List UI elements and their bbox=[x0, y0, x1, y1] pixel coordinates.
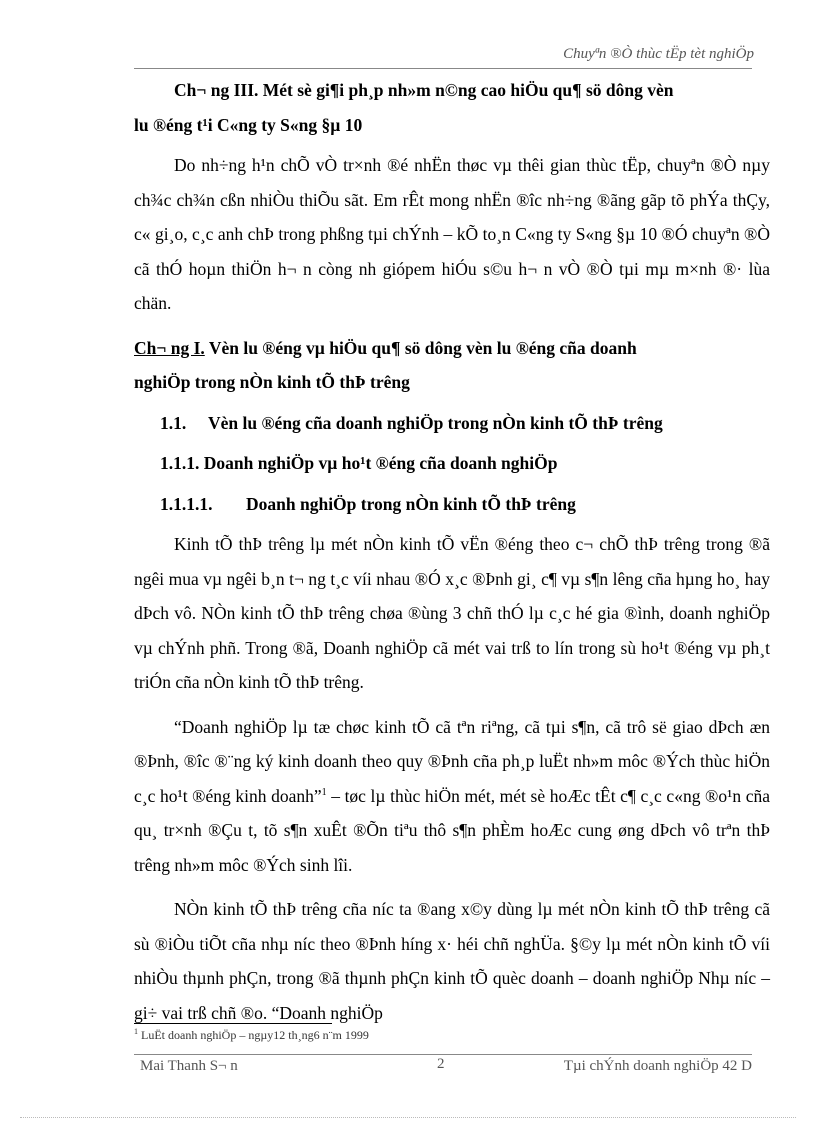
section-1-1-1-number: 1.1.1. bbox=[160, 453, 200, 473]
footer-author: Mai Thanh S¬ n bbox=[140, 1058, 238, 1074]
footnote-mark: 1 bbox=[134, 1027, 138, 1036]
paragraph-enterprise-definition bbox=[134, 710, 770, 883]
header-divider bbox=[134, 68, 752, 69]
section-1-1-number: 1.1. bbox=[160, 412, 187, 433]
intro-paragraph: Do nh÷ng h¹n chÕ vÒ tr×nh ®é nhËn thøc vµ thêi gian thùc tËp, chuyªn ®Ò nµy ch¾c ch¾n cßn nhiÒu thiÕu sãt. Em rÊt mong nhËn ®îc nh÷ng ®ãng gãp tõ phÝa thÇy, c« gi¸o, c¸c anh chÞ trong phßng tµi chÝnh – kÕ to¸n C«ng ty S«ng §µ 10 ®Ó chuyªn ®Ò cã thÓ hoµn thiÖn h¬ n còng nh giópem hiÓu s©u h¬ n vÒ ®Ò tµi mµ m×nh ®· lùa chän. bbox=[134, 155, 770, 313]
footer-divider bbox=[134, 1054, 752, 1055]
chapter-3-title-line-1: Ch¬ ng III. Mét sè gi¶i ph¸p nh»m n©ng cao hiÖu qu¶ sö dông vèn bbox=[174, 80, 674, 100]
section-1-1-heading bbox=[134, 406, 770, 441]
footnote bbox=[134, 1028, 369, 1043]
section-1-1-title: Vèn lu ®éng cña doanh nghiÖp trong nÒn kinh tÕ thÞ trêng bbox=[208, 412, 663, 433]
definition-quote: “Doanh nghiÖp lµ tæ chøc kinh tÕ cã tªn riªng, cã tµi s¶n, cã trô së giao dÞch æn ®Þnh, ®îc ®¨ng ký kinh doanh theo quy ®Þnh cña ph¸p luËt nh»m môc ®Ých thùc hiÖn c¸c ho¹t ®éng kinh doanh” bbox=[134, 716, 770, 806]
section-1-1-1-heading bbox=[134, 446, 770, 481]
chapter-3-title-line-2: lu ®éng t¹i C«ng ty S«ng §µ 10 bbox=[134, 114, 363, 135]
chapter-1-title-rest: Vèn lu ®éng vµ hiÖu qu¶ sö dông vèn lu ®éng cña doanh bbox=[204, 337, 637, 358]
definition-continuation: – tøc lµ thùc hiÖn mét, mét sè hoÆc tÊt c¶ c¸c c«ng ®o¹n cña qu¸ tr×nh ®Çu t, tõ s¶n xuÊt ®Õn tiªu thô s¶n phÈm hoÆc cung øng dÞch vô trªn thÞ trêng nh»m môc ®Ých sinh lîi. bbox=[134, 785, 770, 875]
section-1-1-1-1-heading bbox=[134, 487, 770, 522]
chapter-1-title bbox=[134, 331, 770, 400]
running-header: Chuyªn ®Ò thùc tËp tèt nghiÖp bbox=[563, 46, 754, 62]
page-number: 2 bbox=[437, 1056, 445, 1072]
section-1-1-1-1-number: 1.1.1.1. bbox=[160, 493, 213, 514]
paragraph-market-economy: Kinh tÕ thÞ trêng lµ mét nÒn kinh tÕ vËn ®éng theo c¬ chÕ thÞ trêng trong ®ã ngêi mua vµ ngêi b¸n t¬ ng t¸c víi nhau ®Ó x¸c ®Þnh gi¸ c¶ vµ s¶n lêng cña hµng ho¸ hay dÞch vô. NÒn kinh tÕ thÞ trêng chøa ®ùng 3 chñ thÓ lµ c¸c hé gia ®ình, doanh nghiÖp vµ chÝnh phñ. Trong ®ã, Doanh nghiÖp cã mét vai trß to lín trong sù ho¹t ®éng vµ ph¸t triÓn cña nÒn kinh tÕ thÞ trêng. bbox=[134, 534, 770, 692]
section-1-1-1-title: Doanh nghiÖp vµ ho¹t ®éng cña doanh nghiÖp bbox=[203, 453, 558, 473]
section-1-1-1-1-title: Doanh nghiÖp trong nÒn kinh tÕ thÞ trêng bbox=[246, 493, 576, 514]
paragraph-vietnam-economy: NÒn kinh tÕ thÞ trêng cña níc ta ®ang x©y dùng lµ mét nÒn kinh tÕ thÞ trêng cã sù ®iÒu tiÕt cña nhµ níc theo ®Þnh híng x· héi chñ nghÜa. §©y lµ mét nÒn kinh tÕ víi nhiÒu thµnh phÇn, trong ®ã thµnh phÇn kinh tÕ quèc doanh – doanh nghiÖp Nhµ níc – gi÷ vai trß chñ ®o. “Doanh nghiÖp bbox=[134, 899, 770, 1023]
chapter-1-label: Ch¬ ng I. bbox=[134, 337, 205, 358]
footnote-divider bbox=[134, 1023, 332, 1024]
chapter-1-title-line-2: nghiÖp trong nÒn kinh tÕ thÞ trêng bbox=[134, 372, 410, 392]
chapter-3-title bbox=[134, 73, 770, 142]
document-body bbox=[134, 73, 770, 1030]
page-edge bbox=[20, 1117, 796, 1118]
footnote-text: LuËt doanh nghiÖp – ngµy12 th¸ng6 n¨m 1999 bbox=[138, 1028, 369, 1042]
footer-class: Tµi chÝnh doanh nghiÖp 42 D bbox=[563, 1058, 752, 1074]
footnote-reference: 1 bbox=[321, 786, 327, 798]
